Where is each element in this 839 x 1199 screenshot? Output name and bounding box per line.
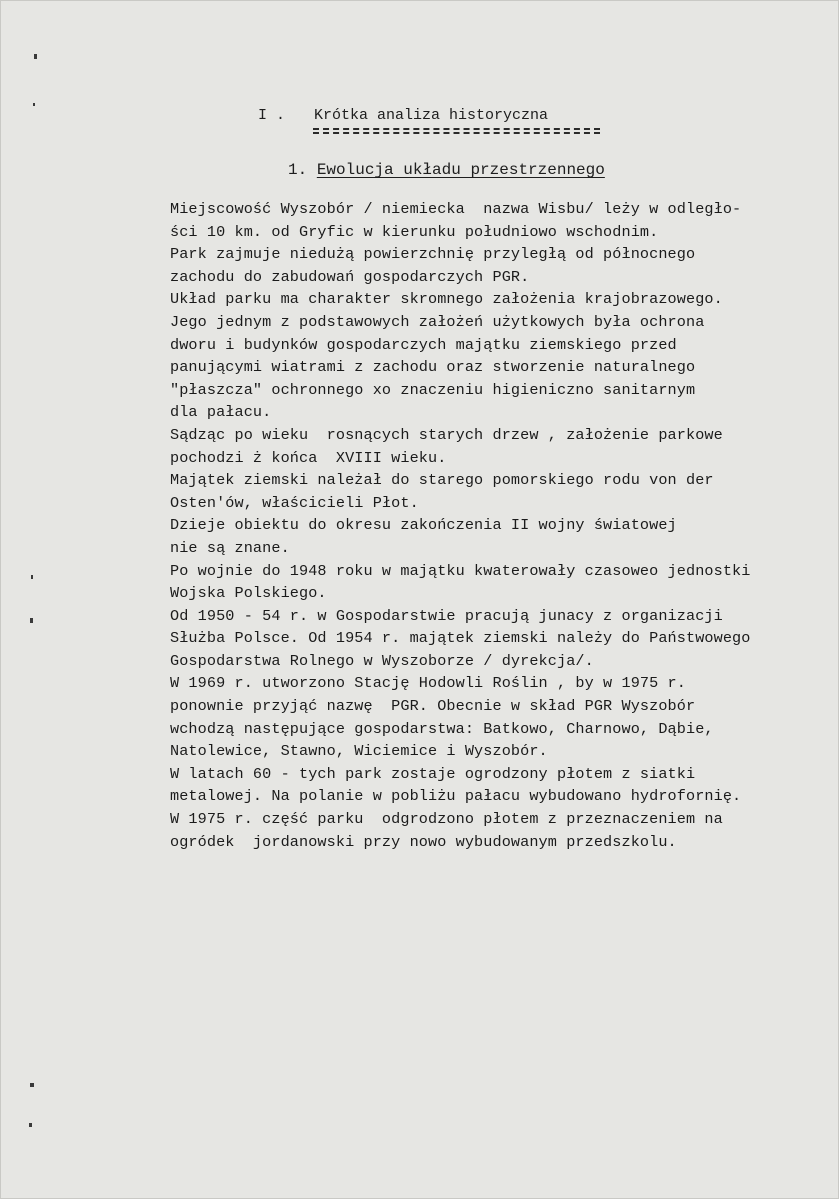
- text-line: W 1975 r. część parku odgrodzono płotem z przeznaczeniem na: [170, 810, 723, 829]
- text-line: Jego jednym z podstawowych założeń użytkowych była ochrona: [170, 312, 705, 331]
- text-line: Sądząc po wieku rosnących starych drzew , założenie parkowe: [170, 425, 723, 444]
- text-line: Park zajmuje niedużą powierzchnię przyległą od północnego: [170, 245, 696, 264]
- text-line: Wojska Polskiego.: [170, 584, 327, 603]
- subsection-heading: [288, 161, 605, 179]
- title-double-underline: [313, 128, 600, 134]
- section-title: Krótka analiza historyczna: [314, 107, 549, 124]
- text-line: Służba Polsce. Od 1954 r. majątek ziemski należy do Państwowego: [170, 629, 751, 648]
- text-line: wchodzą następujące gospodarstwa: Batkowo, Charnowo, Dąbie,: [170, 719, 714, 738]
- text-line: pochodzi ż końca XVIII wieku.: [170, 448, 447, 467]
- text-line: W 1969 r. utworzono Stację Hodowli Roślin , by w 1975 r.: [170, 674, 686, 693]
- text-line: Układ parku ma charakter skromnego założenia krajobrazowego.: [170, 290, 723, 309]
- text-line: panującymi wiatrami z zachodu oraz stworzenie naturalnego: [170, 358, 696, 377]
- text-line: W latach 60 - tych park zostaje ogrodzony płotem z siatki: [170, 764, 696, 783]
- text-line: dla pałacu.: [170, 403, 272, 422]
- text-line: Natolewice, Stawno, Wiciemice i Wyszobór.: [170, 742, 548, 761]
- margin-mark: [30, 1083, 34, 1087]
- text-line: Miejscowość Wyszobór / niemiecka nazwa Wisbu/ leży w odległo-: [170, 200, 742, 218]
- subsection-number: 1.: [288, 161, 308, 179]
- margin-mark: [33, 103, 35, 106]
- margin-mark: [29, 1123, 32, 1127]
- text-line: metalowej. Na polanie w pobliżu pałacu wybudowano hydrofornię.: [170, 787, 742, 806]
- text-line: dworu i budynków gospodarczych majątku ziemskiego przed: [170, 335, 677, 354]
- text-line: Gospodarstwa Rolnego w Wyszoborze / dyrekcja/.: [170, 651, 594, 670]
- text-line: Dzieje obiektu do okresu zakończenia II wojny światowej: [170, 516, 677, 535]
- text-line: Po wojnie do 1948 roku w majątku kwaterowały czasoweo jednostki: [170, 561, 751, 580]
- text-line: ści 10 km. od Gryfic w kierunku południowo wschodnim.: [170, 222, 659, 241]
- text-line: ogródek jordanowski przy nowo wybudowanym przedszkolu.: [170, 832, 677, 851]
- margin-mark: [30, 618, 33, 623]
- body-text: [170, 198, 830, 853]
- margin-mark: [31, 575, 33, 579]
- section-number: I .: [258, 107, 286, 124]
- text-line: Majątek ziemski należał do starego pomorskiego rodu von der: [170, 471, 714, 490]
- text-line: Osten'ów, właścicieli Płot.: [170, 493, 419, 512]
- text-line: nie są znane.: [170, 538, 290, 557]
- text-line: Od 1950 - 54 r. w Gospodarstwie pracują junacy z organizacji: [170, 606, 723, 625]
- subsection-title: Ewolucja układu przestrzennego: [316, 161, 605, 179]
- text-line: "płaszcza" ochronnego xo znaczeniu higieniczno sanitarnym: [170, 380, 696, 399]
- text-line: zachodu do zabudowań gospodarczych PGR.: [170, 267, 530, 286]
- margin-mark: [34, 54, 37, 59]
- text-line: ponownie przyjąć nazwę PGR. Obecnie w skład PGR Wyszobór: [170, 697, 696, 716]
